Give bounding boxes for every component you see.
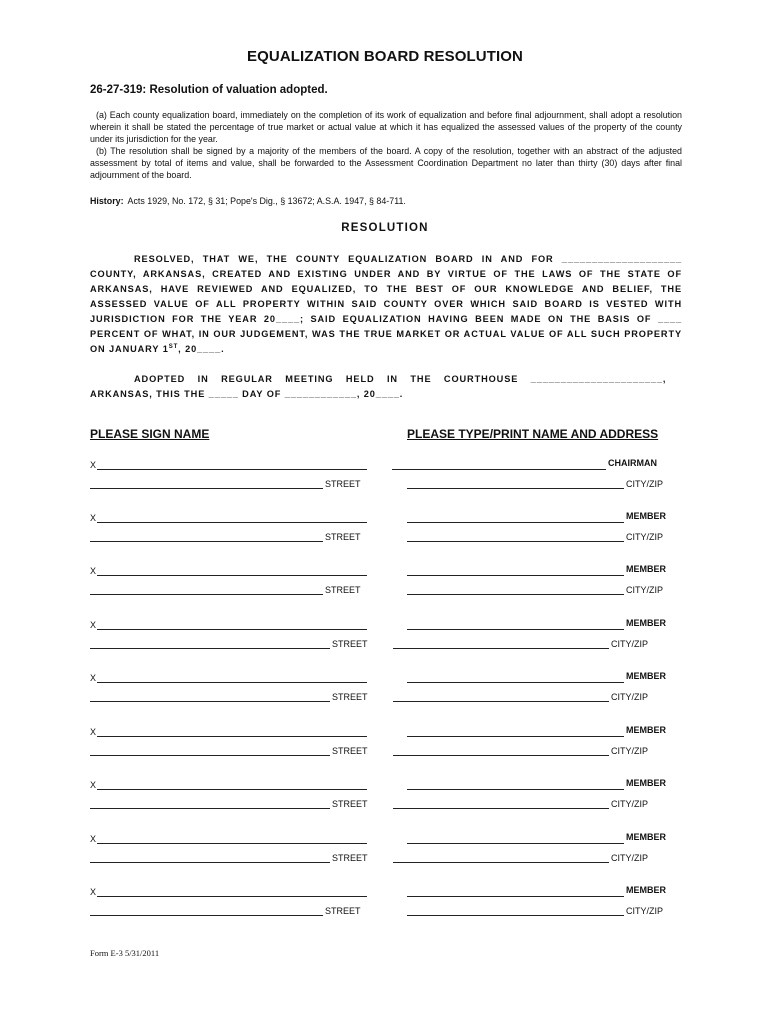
member-label: MEMBER [626,885,666,895]
signature-line[interactable] [97,575,367,576]
member-label: MEMBER [626,725,666,735]
signature-line[interactable] [97,736,367,737]
left-column-heading: PLEASE SIGN NAME [90,427,210,441]
paragraph-b-text: (b) The resolution shall be signed by a majority of the members of the board. A copy of the resolution, together with an abstract of the adjusted assessment by total of items and value, shall be forwarded to the Assessment Coordination Department no later than thirty (30) days after final adjournment of the board. [90,146,682,180]
sign-x-marker: X [90,887,97,897]
city-zip-line[interactable] [407,488,624,489]
city-zip-line[interactable] [393,862,609,863]
print-name-line[interactable] [407,843,624,844]
resolution-body [90,252,682,402]
resolved-text: RESOLVED, THAT WE, THE COUNTY EQUALIZATION BOARD IN AND FOR ____________________ COUNTY, ARKANSAS, CREATED AND EXISTING UNDER AND BY VIRTUE OF THE LAWS OF THE STATE OF ARKANSAS, HAVE REVIEWED AND EQUALIZED, TO THE BEST OF OUR KNOWLEDGE AND BELIEF, THE ASSESSED VALUE OF ALL PROPERTY WITHIN SAID COUNTY OVER WHICH SAID BOARD IS VESTED WITH JURISDICTION FOR THE YEAR 20____; SAID EQUALIZATION HAVING BEEN MADE ON THE BASIS OF ____ PERCENT OF WHAT, IN OUR JUDGEMENT, WAS THE TRUE MARKET OR ACTUAL VALUE OF ALL SUCH PROPERTY ON JANUARY 1 [90,254,682,354]
document-title: EQUALIZATION BOARD RESOLUTION [247,48,523,65]
city-zip-line[interactable] [407,541,624,542]
city-zip-label: CITY/ZIP [626,479,664,489]
street-line[interactable] [90,488,323,489]
street-label: STREET [332,746,368,756]
sign-x-marker: X [90,566,97,576]
street-line[interactable] [90,808,330,809]
history-line [90,196,406,206]
city-zip-line[interactable] [393,701,609,702]
resolved-superscript: ST [168,343,179,350]
street-label: STREET [332,853,368,863]
city-zip-line[interactable] [393,648,609,649]
city-zip-line[interactable] [407,915,624,916]
statute-paragraph-a [90,110,682,145]
member-label: MEMBER [626,618,666,628]
street-line[interactable] [90,541,323,542]
city-zip-label: CITY/ZIP [611,746,649,756]
street-label: STREET [325,906,361,916]
statute-heading: 26-27-319: Resolution of valuation adopted. [90,84,328,96]
city-zip-line[interactable] [393,808,609,809]
street-line[interactable] [90,594,323,595]
signature-line[interactable] [97,789,367,790]
city-zip-label: CITY/ZIP [626,532,664,542]
city-zip-label: CITY/ZIP [611,799,649,809]
print-name-line[interactable] [407,736,624,737]
print-name-line[interactable] [392,469,606,470]
street-line[interactable] [90,755,330,756]
chairman-label: CHAIRMAN [608,458,657,468]
adopted-line-2: ARKANSAS, THIS THE _____ DAY OF ____________, 20____. [90,389,404,399]
sign-x-marker: X [90,834,97,844]
signature-line[interactable] [97,522,367,523]
street-label: STREET [332,799,368,809]
sign-x-marker: X [90,460,97,470]
street-line[interactable] [90,915,323,916]
street-line[interactable] [90,701,330,702]
street-label: STREET [325,585,361,595]
street-label: STREET [332,639,368,649]
right-column-heading: PLEASE TYPE/PRINT NAME AND ADDRESS [407,427,659,441]
city-zip-label: CITY/ZIP [611,692,649,702]
paragraph-a-text: (a) Each county equalization board, immediately on the completion of its work of equalization and before final adjournment, shall adopt a resolution wherein it shall be stated the percentage of true market or actual value at which it has equalized the assessed values of the property of the county under its jurisdiction for the year. [90,110,682,144]
city-zip-line[interactable] [393,755,609,756]
member-label: MEMBER [626,511,666,521]
signature-line[interactable] [97,469,367,470]
city-zip-line[interactable] [407,594,624,595]
city-zip-label: CITY/ZIP [626,906,664,916]
print-name-line[interactable] [407,682,624,683]
member-label: MEMBER [626,832,666,842]
history-text: Acts 1929, No. 172, § 31; Pope's Dig., § 13672; A.S.A. 1947, § 84-711. [127,196,406,206]
street-label: STREET [325,479,361,489]
sign-x-marker: X [90,780,97,790]
print-name-line[interactable] [407,896,624,897]
resolved-tail: , 20____. [178,344,225,354]
street-label: STREET [332,692,368,702]
member-label: MEMBER [626,564,666,574]
sign-x-marker: X [90,513,97,523]
signature-line[interactable] [97,896,367,897]
resolution-heading: RESOLUTION [341,222,429,234]
print-name-line[interactable] [407,522,624,523]
street-line[interactable] [90,648,330,649]
street-line[interactable] [90,862,330,863]
signature-line[interactable] [97,843,367,844]
member-label: MEMBER [626,778,666,788]
print-name-line[interactable] [407,575,624,576]
city-zip-label: CITY/ZIP [611,639,649,649]
print-name-line[interactable] [407,629,624,630]
statute-paragraph-b [90,146,682,181]
sign-x-marker: X [90,620,97,630]
history-label: History: [90,196,124,206]
signature-line[interactable] [97,682,367,683]
member-label: MEMBER [626,671,666,681]
adopted-line-1: ADOPTED IN REGULAR MEETING HELD IN THE COURTHOUSE ______________________, [134,374,667,384]
signature-line[interactable] [97,629,367,630]
sign-x-marker: X [90,673,97,683]
street-label: STREET [325,532,361,542]
sign-x-marker: X [90,727,97,737]
city-zip-label: CITY/ZIP [626,585,664,595]
print-name-line[interactable] [407,789,624,790]
form-footer: Form E-3 5/31/2011 [90,948,160,958]
city-zip-label: CITY/ZIP [611,853,649,863]
